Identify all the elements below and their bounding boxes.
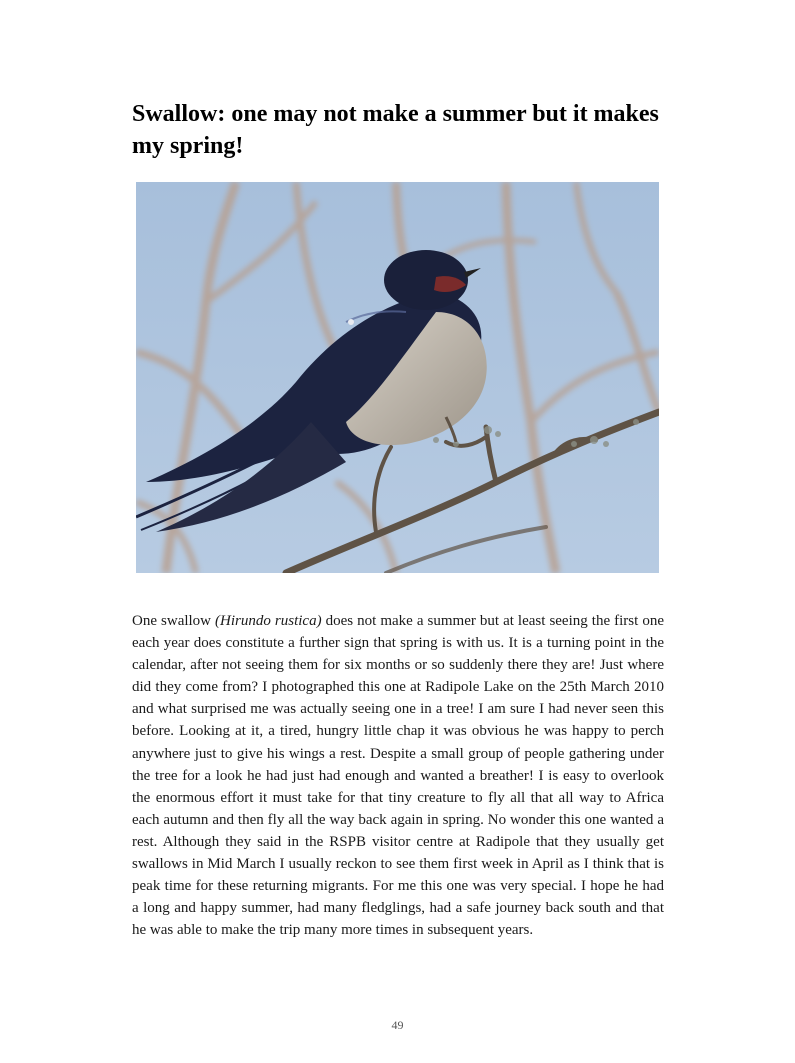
scientific-name: (Hirundo rustica)	[215, 613, 322, 629]
swallow-photo	[136, 182, 659, 573]
article-paragraph	[132, 610, 664, 941]
page-number: 49	[391, 1018, 404, 1032]
paragraph-body: does not make a summer but at least seeing the first one each year does constitute a further sign that spring is with us. It is a turning point in the calendar, after not seeing them for six months or so suddenly there they are! Just where did they come from? I photographed this one at Radipole Lake on the 25th March 2010 and what surprised me was actually seeing one in a tree! I am sure I had never seen this before. Looking at it, a tired, hungry little chap it was obvious he was happy to perch anywhere just to give his wings a rest. Despite a small group of people gathering under the tree for a look he had just had enough and wanted a breather! I is easy to overlook the enormous effort it must take for that tiny creature to fly all that all way to Africa each autumn and then fly all the way back again in spring. No wonder this one wanted a rest. Although they said in the RSPB visitor centre at Radipole that they usually get swallows in Mid March I usually reckon to see them first week in April as I think that is peak time for these returning migrants. For me this one was very special. I hope he had a long and happy summer, had many fledglings, had a safe journey back south and that he was able to make the trip many more times in subsequent years.	[132, 613, 664, 939]
paragraph-intro: One swallow	[132, 613, 216, 629]
article-title: Swallow: one may not make a summer but it makes my spring!	[132, 101, 659, 159]
